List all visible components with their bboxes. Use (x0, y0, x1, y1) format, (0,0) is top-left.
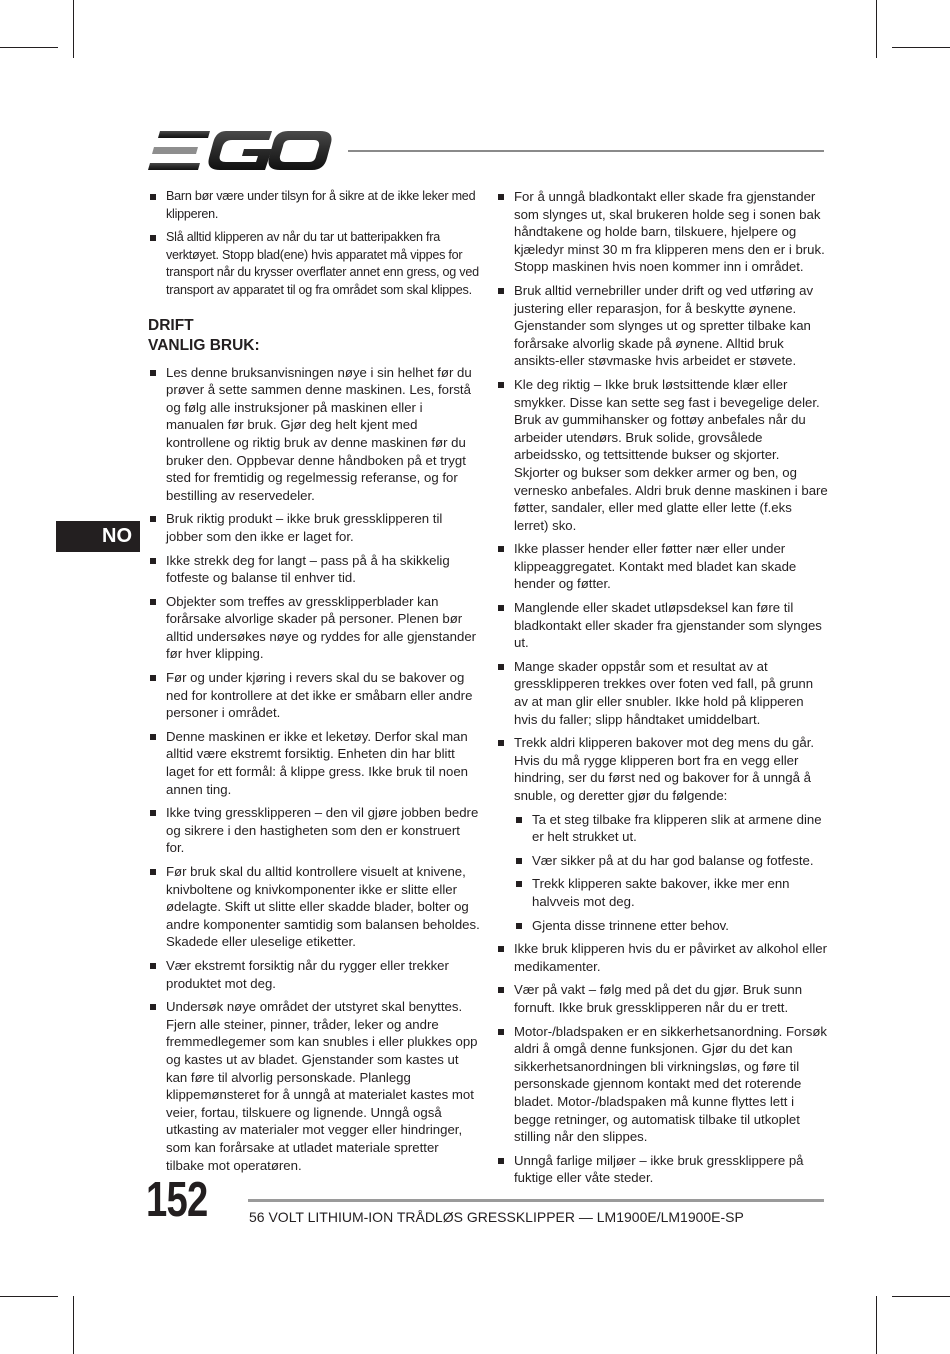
crop-mark (73, 1296, 74, 1354)
crop-mark (73, 0, 74, 58)
list-item: Ikke bruk klipperen hvis du er påvirket av alkohol eller medikamenter. (496, 940, 828, 975)
crop-mark (876, 0, 877, 58)
list-item: Manglende eller skadet utløpsdeksel kan føre til bladkontakt eller skader fra gjenstander som slynges ut. (496, 599, 828, 652)
language-tab: NO (56, 521, 140, 552)
crop-mark (892, 1296, 950, 1297)
list-item: Les denne bruksanvisningen nøye i sin helhet før du prøver å sette sammen denne maskinen. Les, forstå og følg alle instruksjoner på maskinen eller i manualen før bruk. Gjør deg helt kjent med kontrollene og riktig bruk av denne maskinen før du bruker den. Oppbevar denne håndboken på et trygt sted for fremtidig og regelmessig referanse, og for bestilling av reservedeler. (148, 364, 480, 505)
page-number: 152 (146, 1173, 208, 1227)
crop-mark (876, 1296, 877, 1354)
list-item: Bruk riktig produkt – ikke bruk gressklipperen til jobber som den ikke er laget for. (148, 510, 480, 545)
list-item: Mange skader oppstår som et resultat av at gressklipperen trekkes over foten ved fall, på grunn av at man glir eller snubler. Ikke hold på klipperen hvis du faller; slipp håndtaket umiddelbart. (496, 658, 828, 728)
section-heading (148, 316, 480, 356)
left-column (148, 188, 480, 1180)
list-item: Ikke tving gressklipperen – den vil gjøre jobben bedre og sikrere i den hastigheten som den er konstruert for. (148, 804, 480, 857)
list-item: Objekter som treffes av gressklipperblader kan forårsake alvorlige skader på personer. Plenen bør alltid undersøkes nøye og ryddes for alle gjenstander før hver klipping. (148, 593, 480, 663)
list-item: Kle deg riktig – Ikke bruk løstsittende klær eller smykker. Disse kan sette seg fast i bevegelige deler. Bruk av gummihansker og fottøy anbefales når du arbeider utendørs. Bruk solide, grovsålede arbeidssko, og tettsittende bukser og skjorter. Skjorter og bukser som dekker armer og ben, og vernesko anbefales. Aldri bruk denne maskinen i bare føtter, sandaler, eller med glatte eller lette (f.eks lerret) sko. (496, 376, 828, 534)
list-item (496, 734, 828, 934)
list-item: For å unngå bladkontakt eller skade fra gjenstander som slynges ut, skal brukeren holde seg i sonen bak håndtakene og holde barn, tilskuere, hjelpere og kjæledyr minst 30 m fra klipperen mens den er i bruk. Stopp maskinen hvis noen kommer inn i området. (496, 188, 828, 276)
list-item: Bruk alltid vernebriller under drift og ved utføring av justering eller reparasjon, for å beskytte øynene. Gjenstander som slynges ut og spretter tilbake kan forårsake alvorlig skade på øynene. Alltid bruk ansikts-eller støvmaske hvis arbeidet er støvete. (496, 282, 828, 370)
list-item: Unngå farlige miljøer – ikke bruk gressklippere på fuktige eller våte steder. (496, 1152, 828, 1187)
footer-rule (248, 1199, 824, 1202)
heading-vanlig-bruk: VANLIG BRUK: (148, 336, 260, 354)
crop-mark (892, 47, 950, 48)
heading-drift: DRIFT (148, 316, 194, 334)
list-item: Før bruk skal du alltid kontrollere visuelt at knivene, knivboltene og knivkomponenter ikke er slitte eller ødelagte. Skift ut slitte eller skadde blader, bolter og andre komponenter samtidig som balansen beholdes. Skadede eller uleselige etiketter. (148, 863, 480, 951)
list-item: Vær på vakt – følg med på det du gjør. Bruk sunn fornuft. Ikke bruk gressklipperen når du er trett. (496, 981, 828, 1016)
svg-text:EGO: EGO (148, 128, 151, 129)
intro-list (148, 188, 480, 300)
crop-mark (0, 47, 58, 48)
list-item: Ikke strekk deg for langt – pass på å ha skikkelig fotfeste og balanse til enhver tid. (148, 552, 480, 587)
sub-list-item: Gjenta disse trinnene etter behov. (514, 917, 828, 935)
list-item-text: Trekk aldri klipperen bakover mot deg mens du går. Hvis du må rygge klipperen bort fra en vegg eller hindring, ser du først ned og bakover for å unngå å snuble, og deretter gjør du følgende: (514, 735, 815, 803)
ego-logo (148, 128, 332, 174)
footer-title: 56 VOLT LITHIUM-ION TRÅDLØS GRESSKLIPPER — LM1900E/LM1900E-SP (249, 1209, 744, 1225)
right-column (496, 188, 828, 1193)
list-item: Før og under kjøring i revers skal du se bakover og ned for kontrollere at det ikke er småbarn eller andre personer i området. (148, 669, 480, 722)
sub-list-item: Ta et steg tilbake fra klipperen slik at armene dine er helt strukket ut. (514, 811, 828, 846)
sub-list (514, 811, 828, 935)
crop-mark (0, 1296, 58, 1297)
safety-list (496, 188, 828, 1187)
operation-list (148, 364, 480, 1175)
list-item: Vær ekstremt forsiktig når du rygger eller trekker produktet mot deg. (148, 957, 480, 992)
list-item: Slå alltid klipperen av når du tar ut batteripakken fra verktøyet. Stopp blad(ene) hvis apparatet må vippes for transport når du krysser overflater annet enn gress, og ved transport av apparatet til og fra området som skal klippes. (148, 229, 480, 299)
list-item: Motor-/bladspaken er en sikkerhetsanordning. Forsøk aldri å omgå denne funksjonen. Gjør du det kan sikkerhetsanordningen bli virkningsløs, og føre til personskade gjennom kontakt med det roterende bladet. Motor-/bladspaken må kunne flyttes lett i begge retninger, og automatisk tilbake til utkoplet stilling når den slippes. (496, 1023, 828, 1146)
sub-list-item: Trekk klipperen sakte bakover, ikke mer enn halvveis mot deg. (514, 875, 828, 910)
list-item: Ikke plasser hender eller føtter nær eller under klippeaggregatet. Kontakt med bladet kan skade hender og føtter. (496, 540, 828, 593)
sub-list-item: Vær sikker på at du har god balanse og fotfeste. (514, 852, 828, 870)
header-rule (348, 150, 824, 152)
list-item: Denne maskinen er ikke et leketøy. Derfor skal man alltid være ekstremt forsiktig. Enheten din har blitt laget for ett formål: å klippe gress. Ikke bruk til noen annen ting. (148, 728, 480, 798)
list-item: Barn bør være under tilsyn for å sikre at de ikke leker med klipperen. (148, 188, 480, 223)
list-item: Undersøk nøye området der utstyret skal benyttes. Fjern alle steiner, pinner, tråder, leker og andre fremmedlegemer som kan snubles i eller plukkes opp og kastes ut av bladet. Gjenstander som kastes ut kan føre til alvorlig personskade. Planlegg klippemønsteret for å unngå at materialet kastes mot veier, fortau, tilskuere og lignende. Unngå også utkasting av materialer mot vegger eller hindringer, som kan forårsake at utladet materiale spretter tilbake mot operatøren. (148, 998, 480, 1174)
